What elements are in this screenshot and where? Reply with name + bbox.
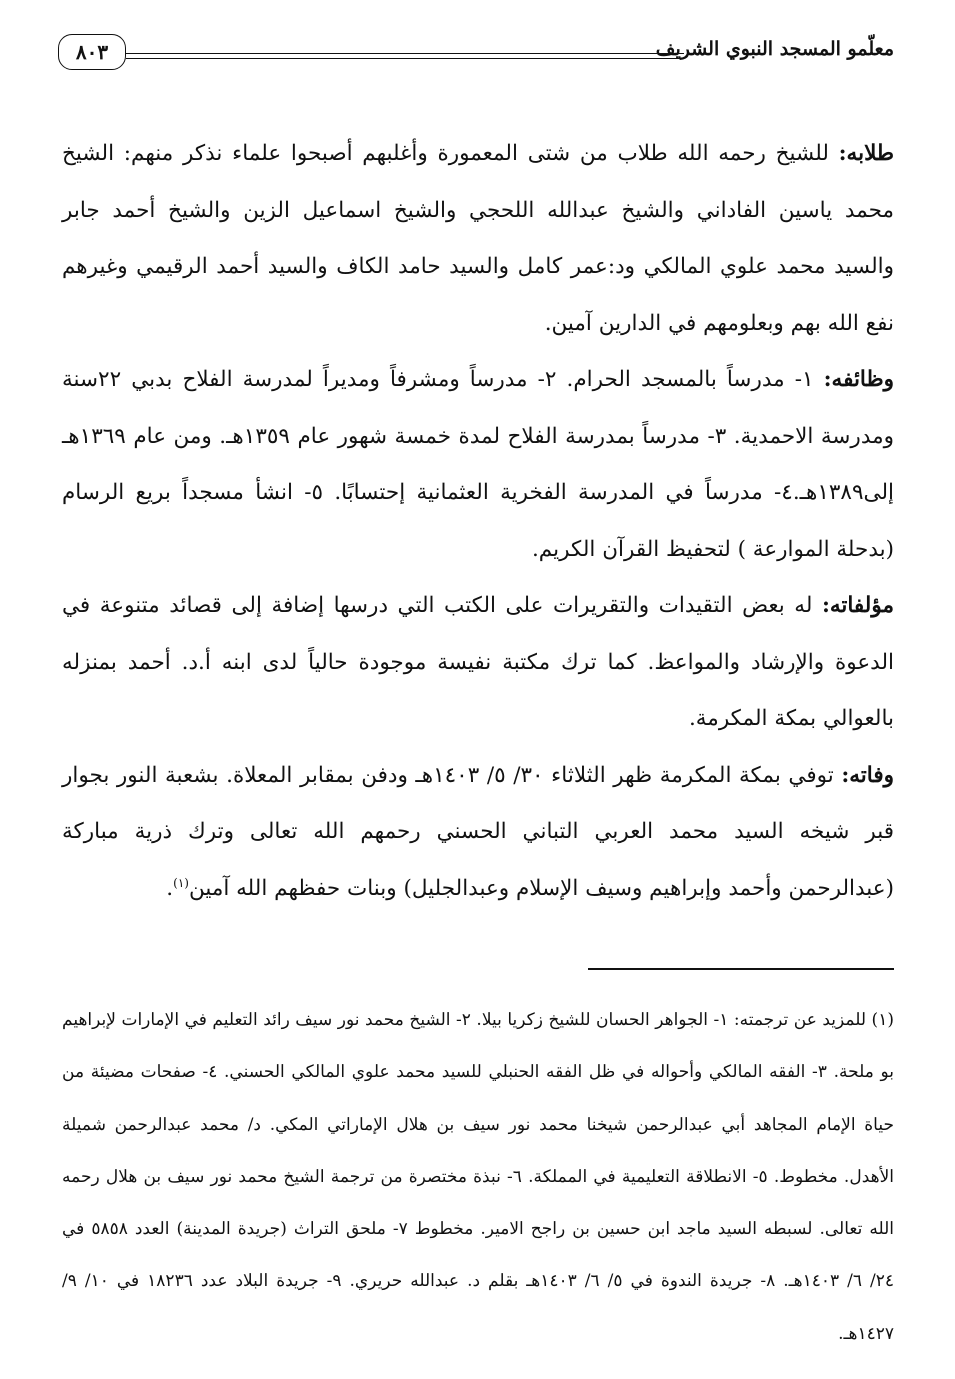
students-text: للشيخ رحمه الله طلاب من شتى المعمورة وأغلبهم أصبحوا علماء نذكر منهم: الشيخ محمد ياسين الفاداني والشيخ عبدالله اللحجي والشيخ اسماعيل الزين والشيخ أحمد جابر والسيد محمد علوي المالكي ود:عمر كامل والسيد حامد الكاف والسيد أحمد الرقيمي وغيرهم نفع الله بهم وبعلومهم في الدارين آمين.	[62, 141, 894, 336]
works-label: مؤلفاته:	[821, 593, 894, 618]
death-label: وفاته:	[841, 762, 894, 788]
death-paragraph	[62, 748, 894, 918]
positions-text: ١- مدرساً بالمسجد الحرام. ٢- مدرساً ومشرفاً ومديراً لمدرسة الفلاح بدبي ٢٢سنة ومدرسة الاحمدية. ٣- مدرساً بمدرسة الفلاح لمدة خمسة شهور عام ١٣٥٩هـ. ومن عام ١٣٦٩هـ إلى١٣٨٩هـ.٤- مدرساً في المدرسة الفخرية العثمانية إحتسابًا. ٥- انشأ مسجداً بريع الرسام (بدحلة الموارعة ) لتحفيظ القرآن الكريم.	[62, 367, 894, 562]
footnotes	[62, 994, 894, 1360]
main-text	[62, 126, 894, 917]
running-title: معلّمو المسجد النبوي الشريف	[655, 38, 894, 60]
students-paragraph	[62, 126, 894, 352]
page-header	[58, 34, 894, 74]
positions-paragraph	[62, 352, 894, 578]
students-label: طلابه:	[838, 141, 895, 166]
footnote-1: (١) للمزيد عن ترجمته: ١- الجواهر الحسان للشيخ زكريا بيلا. ٢- الشيخ محمد نور سيف رائد التعليم في الإمارات لإبراهيم بو ملحة. ٣- الفقه المالكي وأحواله في ظل الفقه الحنبلي للسيد محمد علوي المالكي الحسني. ٤- صفحات مضيئة من حياة الإمام المجاهد أبي عبدالرحمن شيخنا محمد نور سيف بن هلال الإماراتي المكي. د/ محمد عبدالرحمن شميلة الأهدل. مخطوط. ٥- الانطلاقة التعليمية في المملكة. ٦- نبذة مختصرة من ترجمة الشيخ محمد نور سيف بن هلال رحمه الله تعالى. لسبطه السيد ماجد ابن حسين بن راجح الامير. مخطوط ٧- ملحق التراث (جريدة المدينة) العدد ٥٨٥٨ في ٢٤/ ٦/ ١٤٠٣هـ. ٨- جريدة الندوة في ٥/ ٦/ ١٤٠٣هـ بقلم د. عبدالله حريري. ٩- جريدة البلاد عدد ١٨٢٣٦ في ١٠/ ٩/ ١٤٢٧هـ.	[62, 1010, 895, 1344]
positions-label: وظائفه:	[823, 367, 894, 392]
footnote-reference[interactable]: (١)	[173, 875, 189, 890]
works-text: له بعض التقيدات والتقريرات على الكتب التي درسها إضافة إلى قصائد متنوعة في الدعوة والإرشاد والمواعظ. كما ترك مكتبة نفيسة موجودة حالياً لدى ابنه أ.د. أحمد بمنزله بالعوالي بمكة المكرمة.	[62, 593, 894, 731]
page-number: ٨٠٣	[58, 34, 126, 70]
death-text-end: .	[166, 875, 174, 901]
works-paragraph	[62, 578, 894, 748]
death-text: توفي بمكة المكرمة ظهر الثلاثاء ٣٠/ ٥/ ١٤٠٣هـ ودفن بمقابر المعلاة. بشعبة النور بجوار قبر شيخه السيد محمد العربي التباني الحسني رحمهم الله تعالى وترك ذرية مباركة (عبدالرحمن وأحمد وإبراهيم وسيف الإسلام وعبدالجليل) وبنات حفظهم الله آمين	[62, 762, 894, 901]
header-double-rule	[126, 53, 684, 59]
footnote-separator	[588, 968, 894, 970]
